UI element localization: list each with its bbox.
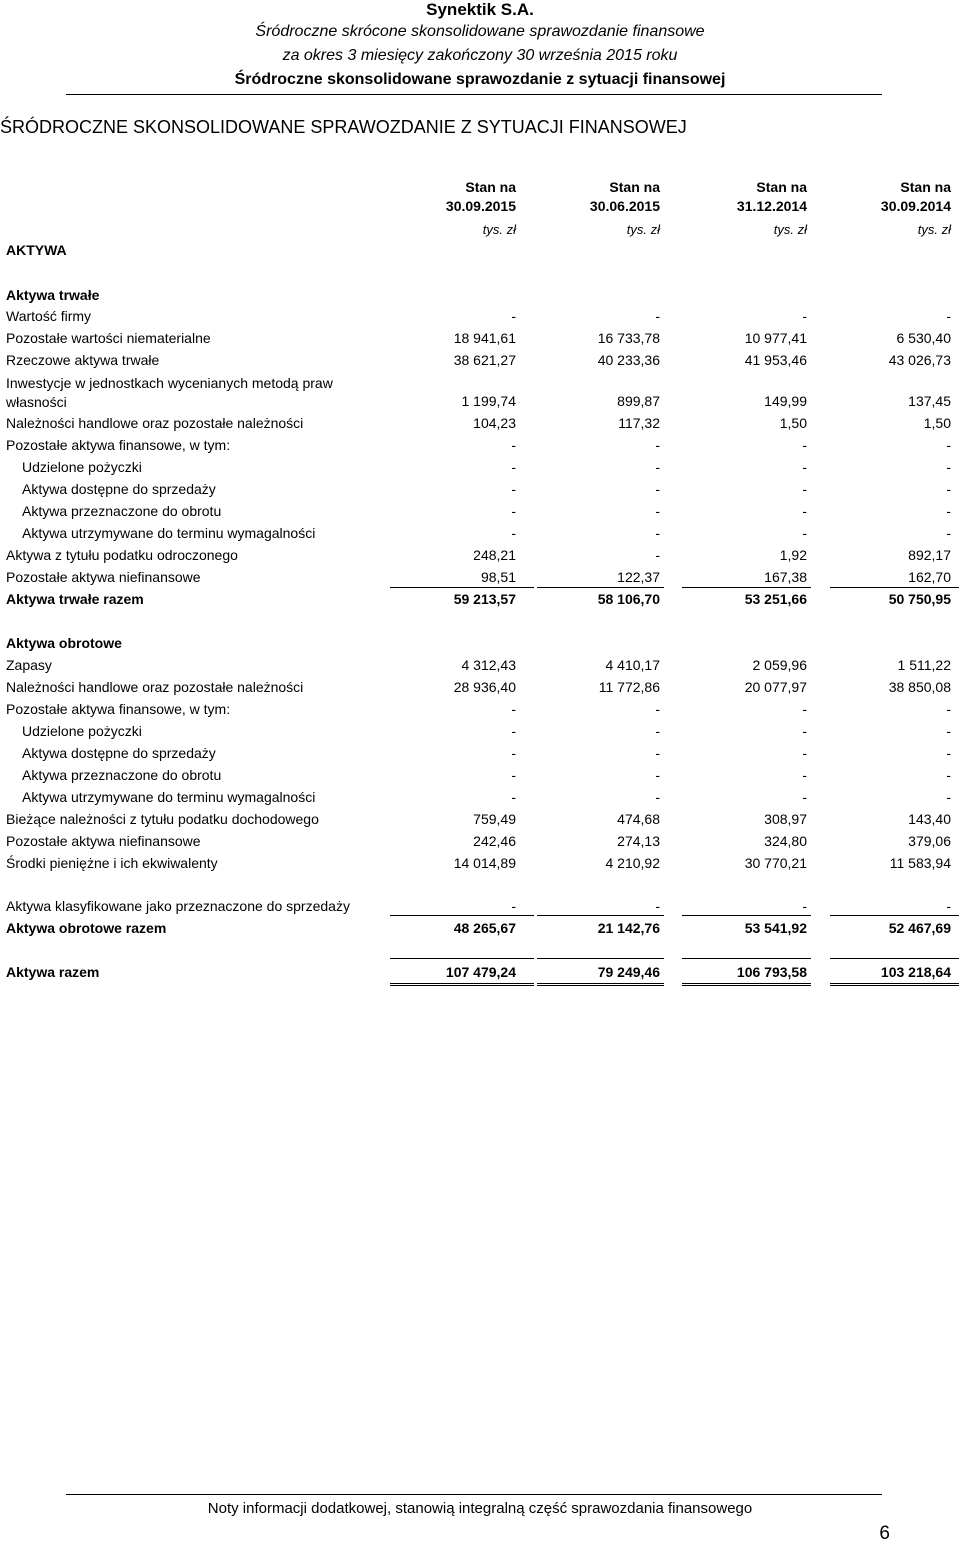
cell-value: 28 936,40 xyxy=(453,679,516,695)
column-header-2-line1: Stan na xyxy=(609,179,660,195)
row-label: Aktywa obrotowe xyxy=(6,635,122,651)
cell-value: 103 218,64 xyxy=(880,964,951,980)
table-row xyxy=(0,285,960,305)
table-label: AKTYWA xyxy=(6,242,67,258)
row-label: Aktywa utrzymywane do terminu wymagalności xyxy=(22,525,316,541)
report-period: za okres 3 miesięcy zakończony 30 września 2015 roku xyxy=(282,47,678,64)
cell-value: - xyxy=(655,789,660,805)
cell-value: - xyxy=(802,898,807,914)
column-header-1 xyxy=(446,178,516,216)
report-subtitle: Śródroczne skrócone skonsolidowane sprawozdanie finansowe xyxy=(255,23,705,40)
cell-value: 117,32 xyxy=(618,415,660,431)
column-header-2 xyxy=(590,178,660,216)
table-row xyxy=(0,677,960,697)
cell-value: 79 249,46 xyxy=(597,964,660,980)
cell-value: - xyxy=(946,745,951,761)
cell-value: 1,50 xyxy=(779,415,807,431)
cell-value: - xyxy=(946,525,951,541)
cell-value: 21 142,76 xyxy=(597,920,660,936)
cell-value: - xyxy=(802,525,807,541)
cell-value: - xyxy=(946,767,951,783)
row-label: Należności handlowe oraz pozostałe należności xyxy=(6,679,304,695)
table-row xyxy=(0,306,960,326)
row-label: Aktywa przeznaczone do obrotu xyxy=(22,503,222,519)
cell-value: 53 251,66 xyxy=(744,591,807,607)
cell-value: 899,87 xyxy=(617,393,660,409)
cell-value: 1,50 xyxy=(923,415,951,431)
subtotal-line xyxy=(537,915,664,916)
table-row xyxy=(0,350,960,370)
column-header-3-date: 31.12.2014 xyxy=(736,198,807,214)
cell-value: - xyxy=(655,723,660,739)
table-row xyxy=(0,918,960,938)
row-label: Aktywa trwałe razem xyxy=(6,591,144,607)
grand-total-double-line xyxy=(682,983,811,986)
cell-value: - xyxy=(511,437,516,453)
row-label: Wartość firmy xyxy=(6,308,92,324)
subtotal-line xyxy=(682,587,811,588)
row-label: Bieżące należności z tytułu podatku dochodowego xyxy=(6,811,319,827)
cell-value: - xyxy=(511,308,516,324)
cell-value: 14 014,89 xyxy=(453,855,516,871)
cell-value: 52 467,69 xyxy=(888,920,951,936)
cell-value: - xyxy=(655,767,660,783)
cell-value: 162,70 xyxy=(908,569,951,585)
table-row xyxy=(0,787,960,807)
row-label: Udzielone pożyczki xyxy=(22,723,142,739)
row-label: Pozostałe aktywa finansowe, w tym: xyxy=(6,701,231,717)
cell-value: - xyxy=(511,789,516,805)
cell-value: - xyxy=(946,503,951,519)
cell-value: 474,68 xyxy=(617,811,660,827)
cell-value: 2 059,96 xyxy=(752,657,807,673)
column-header-3-line1: Stan na xyxy=(756,179,807,195)
cell-value: - xyxy=(655,481,660,497)
subtotal-line xyxy=(830,915,959,916)
cell-value: 379,06 xyxy=(908,833,951,849)
cell-value: - xyxy=(802,745,807,761)
table-row xyxy=(0,743,960,763)
cell-value: - xyxy=(511,503,516,519)
cell-value: - xyxy=(655,503,660,519)
cell-value: 38 621,27 xyxy=(453,352,516,368)
table-row xyxy=(0,457,960,477)
cell-value: 41 953,46 xyxy=(744,352,807,368)
cell-value: 53 541,92 xyxy=(744,920,807,936)
cell-value: 324,80 xyxy=(764,833,807,849)
cell-value: 4 312,43 xyxy=(461,657,516,673)
row-label: Środki pieniężne i ich ekwiwalenty xyxy=(6,855,218,871)
cell-value: 16 733,78 xyxy=(597,330,660,346)
column-unit-4: tys. zł xyxy=(917,222,951,237)
cell-value: - xyxy=(946,459,951,475)
table-row xyxy=(0,699,960,719)
section-title: Śródroczne skonsolidowane sprawozdanie z sytuacji finansowej xyxy=(234,71,726,88)
row-label xyxy=(6,374,333,412)
subtotal-line xyxy=(390,915,534,916)
table-row xyxy=(0,633,960,653)
cell-value: 48 265,67 xyxy=(453,920,516,936)
subtotal-line xyxy=(682,915,811,916)
column-unit-2: tys. zł xyxy=(626,222,660,237)
cell-value: - xyxy=(511,525,516,541)
cell-value: - xyxy=(655,547,660,563)
column-unit-3: tys. zł xyxy=(773,222,807,237)
cell-value: 104,23 xyxy=(473,415,516,431)
cell-value: - xyxy=(655,898,660,914)
table-row xyxy=(0,372,960,412)
table-row xyxy=(0,589,960,609)
column-header-1-date: 30.09.2015 xyxy=(445,198,516,214)
cell-value: - xyxy=(802,503,807,519)
row-label-line1: Inwestycje w jednostkach wycenianych metodą praw xyxy=(6,375,333,391)
table-row xyxy=(0,962,960,982)
company-name: Synektik S.A. xyxy=(426,0,534,19)
cell-value: - xyxy=(655,308,660,324)
cell-value: 1,92 xyxy=(779,547,807,563)
column-header-4 xyxy=(881,178,951,216)
cell-value: 149,99 xyxy=(764,393,807,409)
table-row xyxy=(0,896,960,916)
cell-value: - xyxy=(655,459,660,475)
cell-value: - xyxy=(802,701,807,717)
cell-value: - xyxy=(802,459,807,475)
grand-total-double-line xyxy=(537,983,664,986)
cell-value: 248,21 xyxy=(473,547,516,563)
row-label: Aktywa dostępne do sprzedaży xyxy=(22,481,216,497)
column-header-4-line1: Stan na xyxy=(900,179,951,195)
table-row xyxy=(0,853,960,873)
cell-value: 20 077,97 xyxy=(744,679,807,695)
cell-value: 6 530,40 xyxy=(896,330,951,346)
page-number: 6 xyxy=(879,1523,890,1544)
cell-value: 59 213,57 xyxy=(453,591,516,607)
row-label: Zapasy xyxy=(6,657,52,673)
row-label: Pozostałe wartości niematerialne xyxy=(6,330,211,346)
table-row xyxy=(0,765,960,785)
cell-value: 4 210,92 xyxy=(605,855,660,871)
cell-value: 18 941,61 xyxy=(453,330,516,346)
table-row xyxy=(0,809,960,829)
table-row xyxy=(0,831,960,851)
cell-value: - xyxy=(946,481,951,497)
cell-value: 98,51 xyxy=(480,569,516,585)
table-row xyxy=(0,721,960,741)
total-line xyxy=(830,958,959,959)
row-label: Aktywa dostępne do sprzedaży xyxy=(22,745,216,761)
row-label: Aktywa klasyfikowane jako przeznaczone do sprzedaży xyxy=(6,898,350,914)
row-label: Należności handlowe oraz pozostałe należności xyxy=(6,415,304,431)
row-label: Aktywa razem xyxy=(6,964,100,980)
cell-value: 43 026,73 xyxy=(888,352,951,368)
row-label: Pozostałe aktywa niefinansowe xyxy=(6,569,201,585)
cell-value: - xyxy=(802,481,807,497)
subtotal-line xyxy=(390,587,534,588)
table-row xyxy=(0,413,960,433)
cell-value: - xyxy=(511,723,516,739)
cell-value: - xyxy=(946,898,951,914)
cell-value: 50 750,95 xyxy=(888,591,951,607)
cell-value: - xyxy=(511,481,516,497)
column-header-2-date: 30.06.2015 xyxy=(589,198,660,214)
cell-value: 11 772,86 xyxy=(598,679,660,695)
column-header-1-line1: Stan na xyxy=(465,179,516,195)
footer-rule xyxy=(66,1494,882,1495)
table-row xyxy=(0,435,960,455)
cell-value: 106 793,58 xyxy=(736,964,807,980)
row-label: Aktywa utrzymywane do terminu wymagalności xyxy=(22,789,316,805)
cell-value: - xyxy=(655,525,660,541)
cell-value: 892,17 xyxy=(908,547,951,563)
column-header-3 xyxy=(737,178,807,216)
cell-value: 11 583,94 xyxy=(889,855,951,871)
row-label: Aktywa obrotowe razem xyxy=(6,920,167,936)
cell-value: - xyxy=(511,459,516,475)
cell-value: - xyxy=(511,898,516,914)
column-header-4-date: 30.09.2014 xyxy=(880,198,951,214)
cell-value: 40 233,36 xyxy=(597,352,660,368)
row-label: Aktywa trwałe xyxy=(6,287,100,303)
cell-value: 167,38 xyxy=(764,569,807,585)
total-line xyxy=(390,958,534,959)
grand-total-double-line xyxy=(830,983,959,986)
row-label: Aktywa z tytułu podatku odroczonego xyxy=(6,547,238,563)
table-row xyxy=(0,655,960,675)
cell-value: 1 199,74 xyxy=(461,393,516,409)
cell-value: 107 479,24 xyxy=(445,964,516,980)
cell-value: - xyxy=(655,437,660,453)
cell-value: 308,97 xyxy=(764,811,807,827)
row-label: Pozostałe aktywa finansowe, w tym: xyxy=(6,437,231,453)
table-row xyxy=(0,501,960,521)
table-row xyxy=(0,328,960,348)
cell-value: - xyxy=(655,745,660,761)
cell-value: 274,13 xyxy=(617,833,660,849)
cell-value: 759,49 xyxy=(473,811,516,827)
cell-value: 58 106,70 xyxy=(597,591,660,607)
cell-value: 4 410,17 xyxy=(605,657,660,673)
table-row xyxy=(0,479,960,499)
document-title: ŚRÓDROCZNE SKONSOLIDOWANE SPRAWOZDANIE Z SYTUACJI FINANSOWEJ xyxy=(0,117,687,137)
cell-value: - xyxy=(802,308,807,324)
cell-value: - xyxy=(946,789,951,805)
total-line xyxy=(537,958,664,959)
row-label-line2: własności xyxy=(6,394,67,410)
total-line xyxy=(682,958,811,959)
table-row xyxy=(0,567,960,587)
footer-note: Noty informacji dodatkowej, stanowią integralną część sprawozdania finansowego xyxy=(207,1500,753,1517)
row-label: Rzeczowe aktywa trwałe xyxy=(6,352,160,368)
cell-value: - xyxy=(946,723,951,739)
cell-value: - xyxy=(802,767,807,783)
subtotal-line xyxy=(830,587,959,588)
cell-value: 1 511,22 xyxy=(897,657,951,673)
cell-value: 137,45 xyxy=(908,393,951,409)
cell-value: 143,40 xyxy=(908,811,951,827)
row-label: Pozostałe aktywa niefinansowe xyxy=(6,833,201,849)
cell-value: - xyxy=(946,701,951,717)
row-label: Udzielone pożyczki xyxy=(22,459,142,475)
cell-value: - xyxy=(655,701,660,717)
header-rule xyxy=(66,94,882,95)
cell-value: - xyxy=(802,437,807,453)
cell-value: - xyxy=(946,437,951,453)
cell-value: 10 977,41 xyxy=(744,330,807,346)
cell-value: - xyxy=(802,789,807,805)
cell-value: 38 850,08 xyxy=(888,679,951,695)
row-label: Aktywa przeznaczone do obrotu xyxy=(22,767,222,783)
cell-value: - xyxy=(802,723,807,739)
cell-value: 122,37 xyxy=(617,569,660,585)
cell-value: - xyxy=(511,767,516,783)
column-unit-1: tys. zł xyxy=(482,222,516,237)
cell-value: - xyxy=(511,745,516,761)
cell-value: - xyxy=(946,308,951,324)
cell-value: - xyxy=(511,701,516,717)
table-row xyxy=(0,523,960,543)
cell-value: 30 770,21 xyxy=(744,855,807,871)
subtotal-line xyxy=(537,587,664,588)
grand-total-double-line xyxy=(390,983,534,986)
cell-value: 242,46 xyxy=(473,833,516,849)
table-row xyxy=(0,545,960,565)
